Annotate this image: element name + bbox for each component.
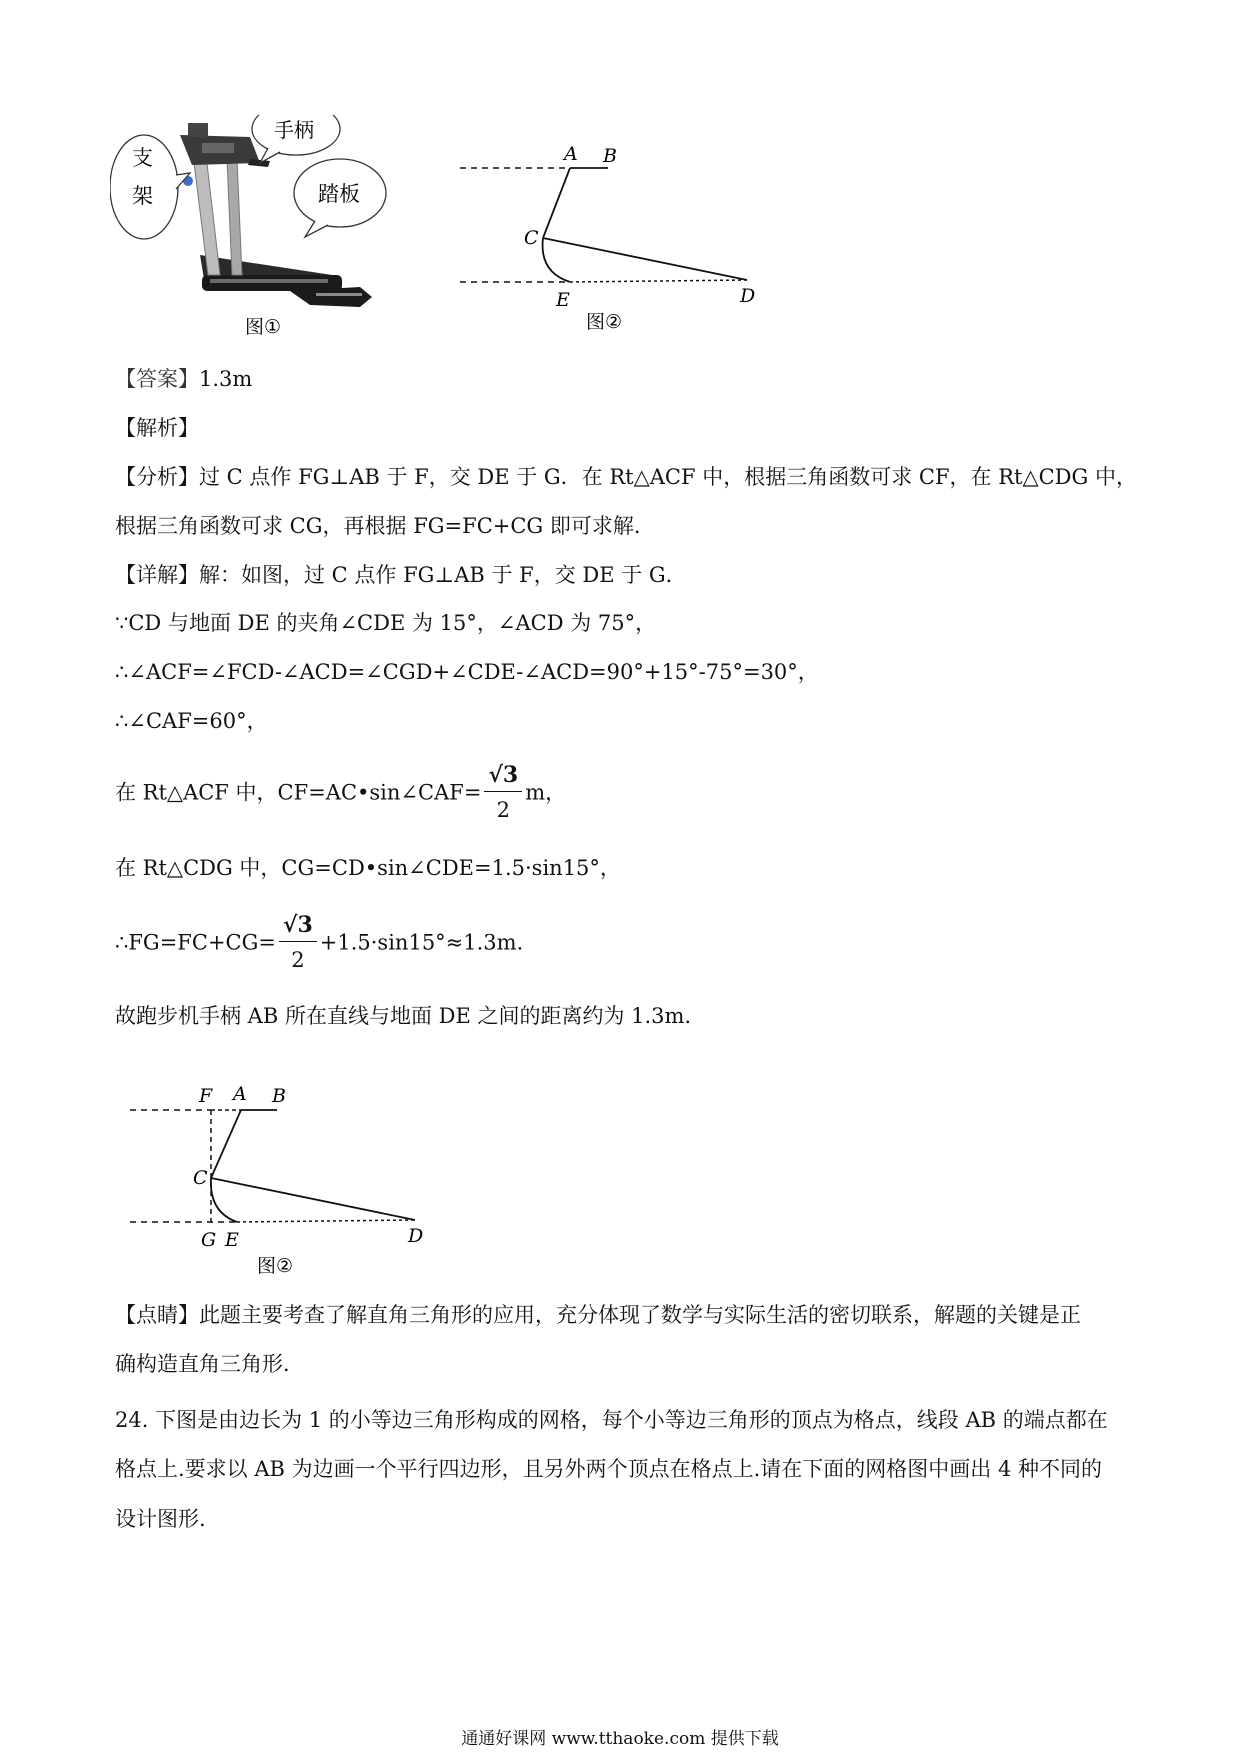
fenxi-tag: 【分析】 <box>115 465 199 489</box>
segment-cd-3 <box>211 1178 415 1220</box>
sqrt-symbol: √ <box>488 762 503 788</box>
fenxi-text-1: 过 C 点作 FG⊥AB 于 F，交 DE 于 G．在 Rt△ACF 中，根据三角函数可求 CF，在 Rt△CDG 中， <box>199 465 1137 489</box>
geometry-figure-2 <box>455 140 775 340</box>
xiangjie-line-4: ∴∠CAF=60°， <box>115 709 268 733</box>
page-footer: 通通好课网 www.tthaoke.com 提供下载 <box>461 1729 779 1749</box>
label-f-3: F <box>199 1085 213 1107</box>
xiangjie-line-3: ∴∠ACF=∠FCD-∠ACD=∠CGD+∠CDE-∠ACD=90°+15°-75°=30°， <box>115 660 819 684</box>
label-g-3: G <box>201 1229 217 1251</box>
dianjing-tag: 【点睛】 <box>115 1303 199 1327</box>
geometry-figure-3 <box>125 1080 445 1280</box>
dashed-line-ground-ed-3 <box>237 1220 415 1222</box>
line5-post: m， <box>525 780 567 805</box>
xiangjie-line-2: ∵CD 与地面 DE 的夹角∠CDE 为 15°，∠ACD 为 75°， <box>115 611 657 635</box>
question24-line-1: 24. 下图是由边长为 1 的小等边三角形构成的网格，每个小等边三角形的顶点为格点，线段 AB 的端点都在 <box>115 1408 1108 1432</box>
label-b: B <box>603 145 617 167</box>
xiangjie-line-5 <box>115 760 566 825</box>
callout-pedal-label: 踏板 <box>318 182 360 206</box>
segment-ac <box>543 168 570 238</box>
label-a: A <box>564 143 578 165</box>
line7-pre: ∴FG=FC+CG= <box>115 930 276 955</box>
arc-ce <box>543 238 570 282</box>
segment-cd <box>543 238 747 280</box>
analysis-tag: 【解析】 <box>115 416 199 440</box>
label-c: C <box>524 227 539 249</box>
sqrt-arg: 3 <box>502 762 519 788</box>
xiangjie-line-1 <box>115 560 687 590</box>
xiangjie-text-1: 解：如图，过 C 点作 FG⊥AB 于 F，交 DE 于 G． <box>199 563 687 587</box>
arc-ce-3 <box>211 1178 237 1222</box>
fenxi-line-2: 根据三角函数可求 CG，再根据 FG=FC+CG 即可求解． <box>115 514 655 538</box>
sqrt-symbol-b: √ <box>282 912 298 938</box>
answer-tag: 【答案】 <box>115 367 199 391</box>
figure2-caption: 图② <box>586 311 623 333</box>
callout-stand-text-2: 架 <box>132 184 153 208</box>
label-d-3: D <box>408 1225 424 1247</box>
label-b-3: B <box>272 1085 286 1107</box>
answer-line <box>115 364 252 394</box>
line5-pre: 在 Rt△ACF 中，CF=AC•sin∠CAF= <box>115 780 482 805</box>
question24-line-3: 设计图形. <box>115 1507 206 1531</box>
label-d: D <box>740 285 756 307</box>
dianjing-line-1 <box>115 1300 1081 1330</box>
fraction-sqrt3-over-2-b <box>279 910 317 975</box>
xiangjie-line-7 <box>115 910 538 975</box>
label-a-3: A <box>233 1083 247 1105</box>
fenxi-line-1 <box>115 462 1137 492</box>
dianjing-line-2: 确构造直角三角形． <box>115 1352 304 1376</box>
treadmill-figure <box>110 115 410 345</box>
label-e-3: E <box>225 1229 239 1251</box>
sqrt-arg-b: 3 <box>297 912 313 938</box>
figure1-caption: 图① <box>245 316 282 338</box>
segment-ac-3 <box>211 1110 241 1178</box>
xiangjie-tag: 【详解】 <box>115 563 199 587</box>
xiangjie-line-8: 故跑步机手柄 AB 所在直线与地面 DE 之间的距离约为 1.3m． <box>115 1004 706 1028</box>
fraction-denominator: 2 <box>496 798 511 822</box>
figure3-caption: 图② <box>257 1255 294 1277</box>
answer-value: 1.3m <box>199 367 253 391</box>
dianjing-text-1: 此题主要考查了解直角三角形的应用，充分体现了数学与实际生活的密切联系，解题的关键是正 <box>199 1303 1081 1327</box>
label-c-3: C <box>193 1167 208 1189</box>
label-e: E <box>556 289 570 311</box>
line7-post: +1.5·sin15°≈1.3m． <box>319 930 538 955</box>
callout-handle-label: 手柄 <box>274 118 314 142</box>
fraction-sqrt3-over-2 <box>484 760 522 825</box>
xiangjie-line-6: 在 Rt△CDG 中，CG=CD•sin∠CDE=1.5·sin15°， <box>115 856 621 880</box>
callout-stand-text: 支 <box>132 146 153 170</box>
fraction-denominator-b: 2 <box>291 948 305 972</box>
dashed-line-ground-ed <box>570 280 747 282</box>
question24-line-2: 格点上.要求以 AB 为边画一个平行四边形，且另外两个顶点在格点上.请在下面的网格图中画出 4 种不同的 <box>115 1457 1103 1481</box>
